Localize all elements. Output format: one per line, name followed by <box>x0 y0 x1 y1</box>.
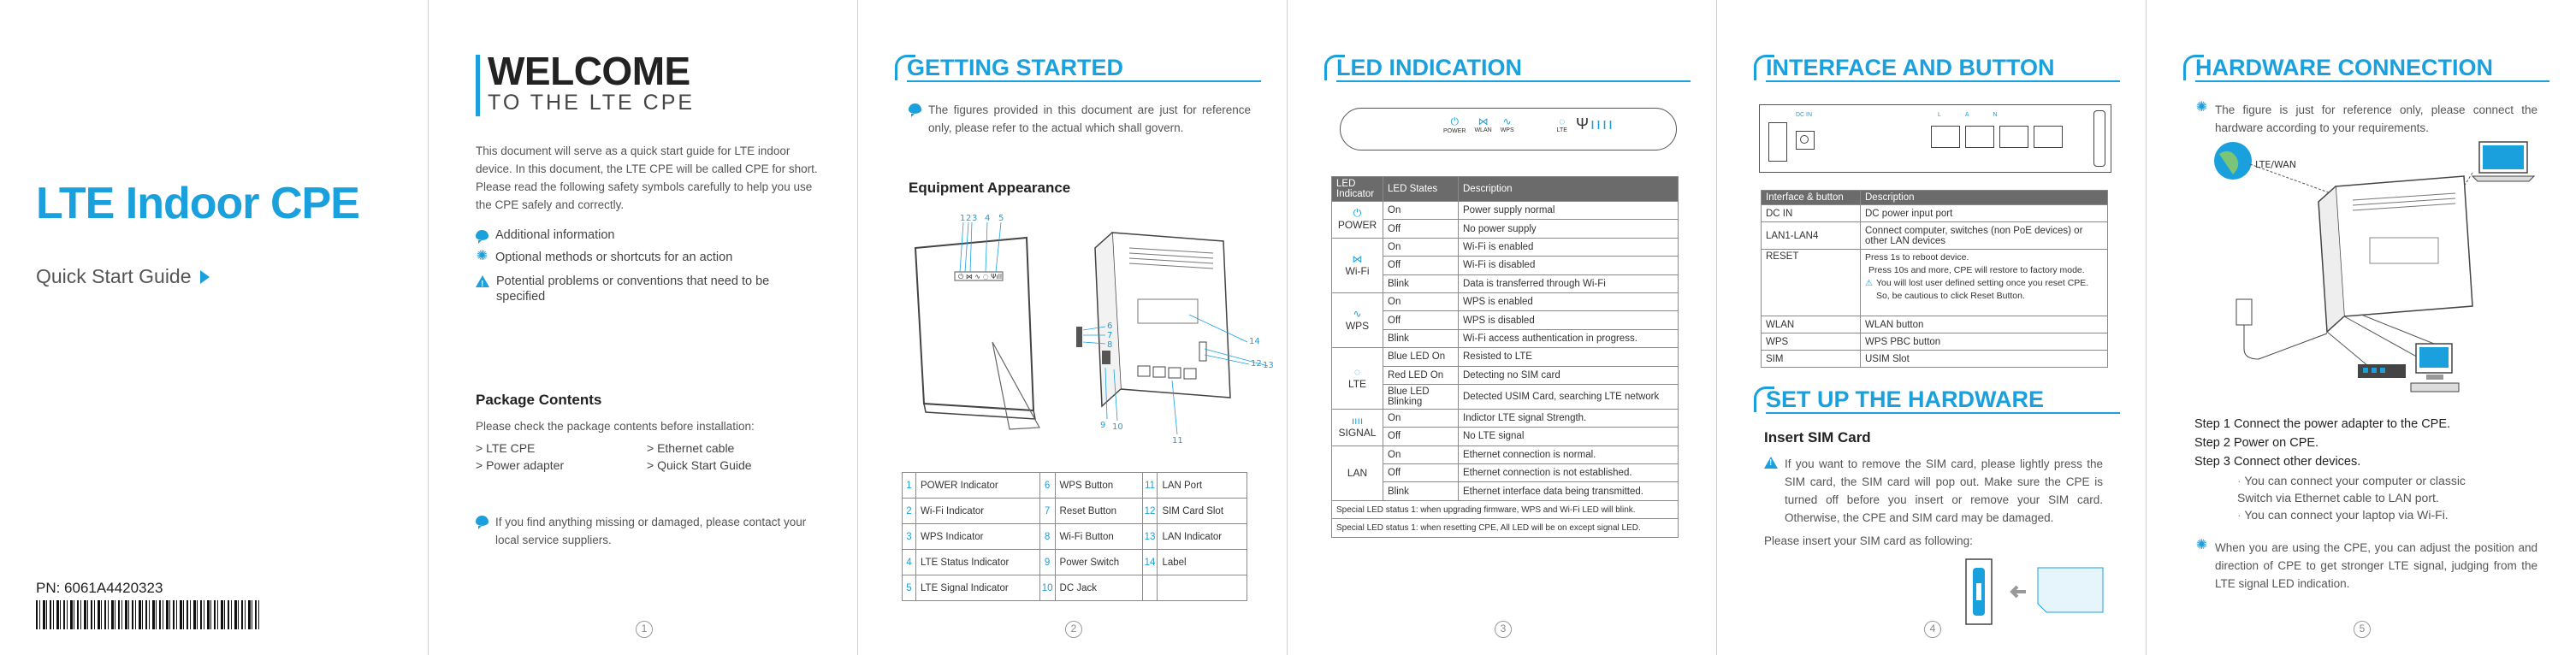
table-row <box>1762 316 2108 333</box>
led-state-cell: Off <box>1383 257 1459 274</box>
led-state-cell: Blink <box>1383 482 1459 500</box>
part-number-cell: 3 <box>903 524 916 550</box>
led-description-cell: Wi-Fi is disabled <box>1459 257 1679 274</box>
table-row <box>903 499 1247 524</box>
table-row <box>1762 250 2108 316</box>
lan-port-1 <box>1931 126 1960 148</box>
legend-additional-info <box>476 227 818 243</box>
sim-warning <box>1764 455 2103 527</box>
led-state-cell: Red LED On <box>1383 366 1459 384</box>
table-row <box>1332 257 1679 274</box>
reference-note-text: The figures provided in this document are just for reference only, please refer to the actual which shall govern. <box>928 103 1251 134</box>
cover-title: LTE Indoor CPE <box>36 179 359 228</box>
front-callout-numbers <box>960 214 1004 223</box>
led-label-wps: ∿ WPS <box>1500 115 1514 133</box>
lan-label: LAN <box>1938 112 2022 118</box>
desktop-computer-icon <box>2411 344 2459 392</box>
warning-triangle-icon: ⚠ <box>1865 279 1873 288</box>
speech-bubble-icon <box>476 230 489 240</box>
part-number-cell: 5 <box>903 575 916 601</box>
part-number-cell: 14 <box>1142 550 1158 575</box>
lan-port-3 <box>1999 126 2028 148</box>
page-number: 2 <box>1065 621 1082 638</box>
cell: SIM <box>1762 351 1861 368</box>
led-state-cell: Off <box>1383 220 1459 238</box>
part-name-cell: DC Jack <box>1055 575 1142 601</box>
page-number: 3 <box>1495 621 1512 638</box>
lan-port-4 <box>2034 126 2063 148</box>
part-number-cell: 1 <box>903 473 916 499</box>
part-number-cell: 8 <box>1039 524 1055 550</box>
interface-table <box>1761 190 2108 368</box>
sun-icon: ✺ <box>476 249 489 263</box>
table-row <box>903 550 1247 575</box>
insert-arrow-icon <box>2012 587 2026 597</box>
sim-chip <box>1976 583 1981 600</box>
led-indicator-signal <box>1332 409 1383 446</box>
led-description-cell: Ethernet connection is normal. <box>1459 446 1679 463</box>
position-tip <box>2195 539 2538 593</box>
part-number-cell: 9 <box>1039 550 1055 575</box>
heading-text: LED INDICATION <box>1336 55 1522 80</box>
laptop-icon <box>2472 142 2534 181</box>
package-contents-title: Package Contents <box>476 392 602 408</box>
special-led-status: Special LED status 1: when resetting CPE, All LED will be on except signal LED. <box>1332 519 1679 537</box>
part-number-cell <box>1142 575 1158 601</box>
package-item: > Power adapter <box>476 458 565 472</box>
reset-line: Press 10s and more, CPE will restore to factory mode. <box>1868 265 2085 275</box>
welcome-heading: WELCOME <box>488 49 690 93</box>
part-name-cell: WPS Button <box>1055 473 1142 499</box>
table-row <box>1332 384 1679 409</box>
table-row <box>1332 348 1679 366</box>
table-row <box>1332 409 1679 427</box>
cover-subtitle <box>36 265 210 288</box>
led-description-cell: Resisted to LTE <box>1459 348 1679 366</box>
play-triangle-icon <box>200 270 210 284</box>
sim-insert-illustration <box>1964 558 2110 626</box>
part-name-cell: SIM Card Slot <box>1158 499 1247 524</box>
led-state-cell: On <box>1383 446 1459 463</box>
led-status-table <box>1331 176 1679 538</box>
heading-underline <box>1766 412 2120 414</box>
equipment-parts-table <box>902 472 1247 601</box>
table-row <box>1762 222 2108 250</box>
front-side-buttons <box>1076 327 1082 347</box>
col-led-states: LED States <box>1383 177 1459 202</box>
cell: WLAN <box>1762 316 1861 333</box>
heading-underline <box>907 80 1261 82</box>
table-row <box>1332 202 1679 220</box>
reset-warning <box>1865 277 2103 303</box>
callout-8: 8 <box>1107 340 1113 350</box>
col-led-indicator: LED Indicator <box>1332 177 1383 202</box>
legend-text: Additional information <box>495 228 615 242</box>
cell: WPS <box>1762 333 1861 351</box>
cell: DC power input port <box>1861 205 2108 222</box>
part-name-cell: LTE Signal Indicator <box>916 575 1040 601</box>
table-row <box>1762 333 2108 351</box>
heading-underline <box>2195 80 2549 82</box>
callout-13: 13 <box>1263 361 1274 370</box>
missing-note-text: If you find anything missing or damaged, please contact your local service suppliers. <box>495 516 807 546</box>
sim-card <box>2038 568 2103 612</box>
sim-instruction: Please insert your SIM card as following: <box>1764 534 1973 547</box>
power-adapter-icon <box>2236 299 2327 359</box>
warning-triangle-icon <box>1764 457 1778 469</box>
heading-text: GETTING STARTED <box>907 55 1123 80</box>
part-number-cell: 2 <box>903 499 916 524</box>
led-panel-illustration <box>1340 108 1677 150</box>
package-description: Please check the package contents before installation: <box>476 420 755 433</box>
hardware-connection-illustration <box>2207 135 2541 409</box>
missing-note <box>476 513 809 549</box>
callout-10: 10 <box>1112 422 1123 432</box>
table-row <box>1332 274 1679 292</box>
led-description-cell: Detecting no SIM card <box>1459 366 1679 384</box>
part-name-cell: POWER Indicator <box>916 473 1040 499</box>
led-indicator-name: LAN <box>1347 467 1368 480</box>
table-row <box>1332 366 1679 384</box>
cell: RESET <box>1762 250 1861 316</box>
dc-in-label: DC IN <box>1796 112 1813 118</box>
cell: WLAN button <box>1861 316 2108 333</box>
special-led-status: Special LED status 1: when upgrading firmware, WPS and Wi-Fi LED will blink. <box>1332 500 1679 518</box>
cell: Connect computer, switches (non PoE devices) or other LAN devices <box>1861 222 2108 250</box>
part-number-cell: 12 <box>1142 499 1158 524</box>
table-row <box>1762 205 2108 222</box>
led-indicator-power <box>1332 202 1383 239</box>
reset-line: Press 1s to reboot device. <box>1865 252 1969 263</box>
part-name-cell: LAN Port <box>1158 473 1247 499</box>
callout-5: 5 <box>998 214 1004 223</box>
callout-1: 1 <box>960 214 966 223</box>
part-name-cell: Wi-Fi Button <box>1055 524 1142 550</box>
led-description-cell: Ethernet interface data being transmitted. <box>1459 482 1679 500</box>
part-name-cell: LAN Indicator <box>1158 524 1247 550</box>
table-row <box>1332 482 1679 500</box>
heading-text: HARDWARE CONNECTION <box>2195 55 2493 80</box>
substep-ethernet: · You can connect your computer or classic Switch via Ethernet cable to LAN port. <box>2237 472 2494 506</box>
part-name-cell: Power Switch <box>1055 550 1142 575</box>
led-indicator-name: POWER <box>1337 219 1377 232</box>
table-row <box>903 575 1247 601</box>
signal-antenna-icon: Ψıııı <box>1575 115 1615 133</box>
col-description: Description <box>1861 191 2108 205</box>
reset-description-cell <box>1861 250 2108 316</box>
side-button-column <box>2093 110 2105 167</box>
led-state-cell: Blue LED On <box>1383 348 1459 366</box>
package-item: > LTE CPE <box>476 441 536 455</box>
table-row <box>1332 446 1679 463</box>
welcome-intro: This document will serve as a quick start guide for LTE indoor device. In this document, the LTE CPE will be called CPE for short. Please read the following safety symbols carefully to help you use the CPE safely and correctly. <box>476 145 818 211</box>
led-description-cell: WPS is disabled <box>1459 311 1679 329</box>
reference-note <box>909 101 1251 137</box>
callout-2: 2 <box>966 214 972 223</box>
part-name-cell: Label <box>1158 550 1247 575</box>
led-indicator-name: LTE <box>1347 378 1367 391</box>
led-indicator-wi-fi <box>1332 238 1383 292</box>
part-number-cell: 6 <box>1039 473 1055 499</box>
part-name-cell <box>1158 575 1247 601</box>
col-interface: Interface & button <box>1762 191 1861 205</box>
package-item: > Quick Start Guide <box>647 458 752 472</box>
switch-icon <box>2358 364 2406 378</box>
cover-subtitle-text: Quick Start Guide <box>36 265 192 287</box>
led-state-cell: On <box>1383 238 1459 256</box>
part-number-cell: 11 <box>1142 473 1158 499</box>
callout-9: 9 <box>1100 421 1106 430</box>
hardware-note <box>2195 101 2538 137</box>
lan-ports <box>1931 126 2063 148</box>
heading-text: INTERFACE AND BUTTON <box>1766 55 2055 80</box>
part-name-cell: Reset Button <box>1055 499 1142 524</box>
led-state-cell: Blink <box>1383 329 1459 347</box>
led-description-cell: Wi-Fi access authentication in progress. <box>1459 329 1679 347</box>
heading-text: SET UP THE HARDWARE <box>1766 387 2045 412</box>
legend-optional-methods <box>476 250 818 265</box>
page-number: 5 <box>2354 621 2371 638</box>
cpe-device-body <box>2336 176 2472 316</box>
callout-14: 14 <box>1249 337 1260 346</box>
insert-sim-title: Insert SIM Card <box>1764 429 1871 446</box>
led-state-cell: Off <box>1383 428 1459 446</box>
cell: LAN1-LAN4 <box>1762 222 1861 250</box>
led-label-lte: ◌ LTE <box>1556 115 1567 133</box>
col-description: Description <box>1459 177 1679 202</box>
step-1: Step 1 Connect the power adapter to the CPE. <box>2194 417 2451 431</box>
table-row <box>1332 464 1679 482</box>
dc-jack <box>1796 131 1815 150</box>
led-state-cell: Off <box>1383 311 1459 329</box>
led-indicator-lte <box>1332 348 1383 410</box>
table-row <box>903 524 1247 550</box>
hardware-note-text: The figure is just for reference only, please connect the hardware according to your requirements. <box>2215 103 2538 134</box>
part-name-cell: Wi-Fi Indicator <box>916 499 1040 524</box>
package-items <box>476 441 818 472</box>
side-buttons <box>1102 351 1110 364</box>
barcode <box>36 600 262 629</box>
led-label-wlan: ⋈ WLAN <box>1474 115 1492 133</box>
package-item: > Ethernet cable <box>647 441 735 455</box>
led-indicator-name: Wi-Fi <box>1345 264 1370 277</box>
front-led-icons: ⏻ ⋈ ∿ ◌ Ψıll <box>958 273 1003 280</box>
led-description-cell: Power supply normal <box>1459 202 1679 220</box>
led-description-cell: No power supply <box>1459 220 1679 238</box>
table-row <box>1332 311 1679 329</box>
speech-bubble-icon <box>909 103 921 114</box>
sim-warning-text: If you want to remove the SIM card, please lightly press the SIM card, the SIM card will pop out. Make sure the CPE is turned off before you insert or remove your SIM card. Otherwise, the CPE and SIM card may be damaged. <box>1785 457 2103 524</box>
lte-wan-label: LTE/WAN <box>2255 159 2297 170</box>
callout-3: 3 <box>972 214 978 223</box>
led-state-cell: Blue LED Blinking <box>1383 384 1459 409</box>
table-row <box>1332 500 1679 518</box>
led-description-cell: Detected USIM Card, searching LTE network <box>1459 384 1679 409</box>
welcome-accent-bar <box>476 55 480 116</box>
led-description-cell: Wi-Fi is enabled <box>1459 238 1679 256</box>
power-icon: ⏻ <box>1353 207 1362 220</box>
wifi-link-line <box>2464 173 2472 186</box>
led-description-cell: WPS is enabled <box>1459 292 1679 310</box>
lan-port-2 <box>1965 126 1994 148</box>
table-row <box>1332 220 1679 238</box>
heading-underline <box>1766 80 2120 82</box>
led-label-power: ⏻ POWER <box>1443 115 1466 134</box>
step-2: Step 2 Power on CPE. <box>2194 436 2319 450</box>
table-row <box>1332 428 1679 446</box>
callout-4: 4 <box>985 214 991 223</box>
table-row <box>1332 519 1679 537</box>
cover-panel <box>0 0 429 655</box>
led-panel-labels <box>1443 115 1614 134</box>
legend-text: Potential problems or conventions that need to be specified <box>496 274 770 304</box>
warning-triangle-icon <box>476 275 489 287</box>
lte-icon: ◌ <box>1353 366 1361 379</box>
led-description-cell: Indictor LTE signal Strength. <box>1459 409 1679 427</box>
reset-warning-text: You will lost user defined setting once you reset CPE. So, be cautious to click Reset Button. <box>1875 278 2089 301</box>
position-tip-text: When you are using the CPE, you can adjust the position and direction of CPE to get stronger LTE signal, judging from the LTE signal LED indication. <box>2215 541 2538 590</box>
speech-bubble-icon <box>476 516 489 526</box>
sun-icon: ✺ <box>2195 100 2208 115</box>
step-3: Step 3 Connect other devices. <box>2194 455 2361 469</box>
callout-11: 11 <box>1172 436 1183 445</box>
led-indicator-name: WPS <box>1345 320 1370 333</box>
led-description-cell: No LTE signal <box>1459 428 1679 446</box>
led-state-cell: Blink <box>1383 274 1459 292</box>
sun-icon: ✺ <box>2195 538 2208 552</box>
led-indicator-name: SIGNAL <box>1338 427 1377 440</box>
part-number: PN: 6061A4420323 <box>36 580 163 596</box>
legend-text: Optional methods or shortcuts for an action <box>495 251 733 264</box>
page-number: 1 <box>636 621 653 638</box>
part-number-cell: 13 <box>1142 524 1158 550</box>
welcome-subheading: TO THE LTE CPE <box>488 91 696 115</box>
table-row <box>903 473 1247 499</box>
cell: WPS PBC button <box>1861 333 2108 351</box>
table-row <box>1332 238 1679 256</box>
led-indicator-wps <box>1332 292 1383 347</box>
equipment-appearance-title: Equipment Appearance <box>909 180 1071 196</box>
part-number-cell: 10 <box>1039 575 1055 601</box>
power-switch <box>1768 122 1787 162</box>
table-row <box>1332 292 1679 310</box>
part-name-cell: WPS Indicator <box>916 524 1040 550</box>
cell: USIM Slot <box>1861 351 2108 368</box>
led-description-cell: Data is transferred through Wi-Fi <box>1459 274 1679 292</box>
led-state-cell: On <box>1383 202 1459 220</box>
legend-potential-problems <box>476 274 818 304</box>
part-number-cell: 7 <box>1039 499 1055 524</box>
signal-icon: ıııı <box>1351 415 1364 428</box>
rear-panel-illustration <box>1759 104 2111 173</box>
equipment-illustration <box>881 214 1275 445</box>
callout-12: 12 <box>1251 359 1262 369</box>
wifi-icon: ⋈ <box>1352 252 1363 265</box>
led-description-cell: Ethernet connection is not established. <box>1459 464 1679 482</box>
led-state-cell: On <box>1383 409 1459 427</box>
callout-7: 7 <box>1107 331 1113 340</box>
callout-6: 6 <box>1107 322 1113 331</box>
heading-underline <box>1336 80 1691 82</box>
wps-icon: ∿ <box>1353 308 1362 321</box>
led-state-cell: On <box>1383 292 1459 310</box>
led-state-cell: Off <box>1383 464 1459 482</box>
substep-wifi: · You can connect your laptop via Wi-Fi. <box>2237 506 2494 523</box>
table-row <box>1332 329 1679 347</box>
page-number: 4 <box>1924 621 1941 638</box>
part-number-cell: 4 <box>903 550 916 575</box>
part-name-cell: LTE Status Indicator <box>916 550 1040 575</box>
cell: DC IN <box>1762 205 1861 222</box>
table-row <box>1762 351 2108 368</box>
led-indicator-lan <box>1332 446 1383 500</box>
